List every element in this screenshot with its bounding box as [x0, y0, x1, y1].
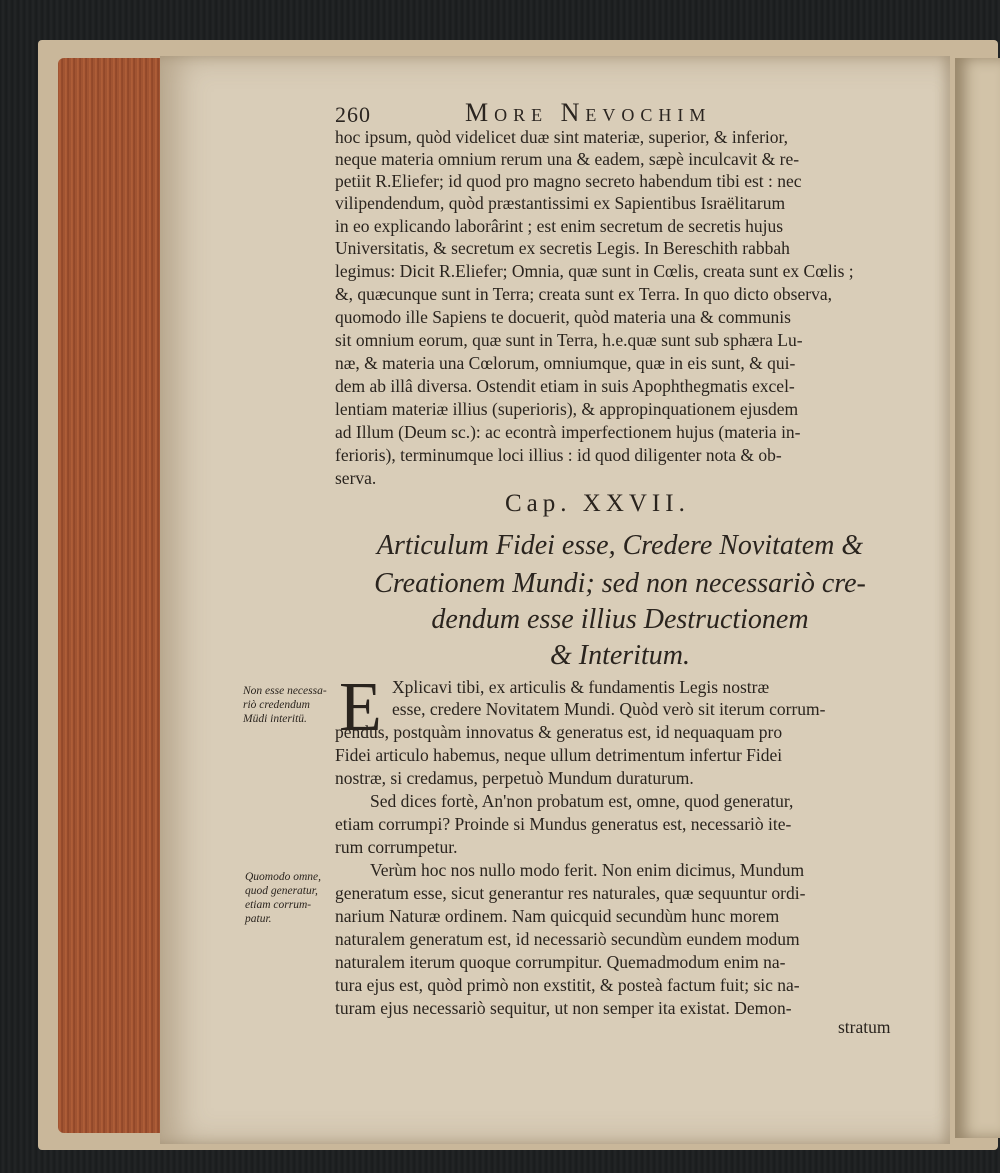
catchword: stratum — [838, 1017, 891, 1037]
margin-note — [243, 684, 338, 726]
body-line: tura ejus est, quòd primò non exstitit, & posteà factum fuit; sic na- — [335, 975, 800, 995]
chapter-title-line: Creationem Mundi; sed non necessariò cre- — [374, 568, 866, 599]
body-line: naturalem iterum quoque corrumpitur. Quemadmodum enim na- — [335, 952, 786, 972]
body-line: vilipendendum, quòd præstantissimi ex Sapientibus Israëlitarum — [335, 193, 786, 213]
chapter-title-line: & Interitum. — [550, 640, 690, 671]
page-header — [335, 98, 855, 128]
chapter-heading: Cap. XXVII. — [505, 490, 690, 517]
margin-note-line: riò credendum — [243, 699, 310, 711]
body-line: Universitatis, & secretum ex secretis Legis. In Bereschith rabbah — [335, 238, 790, 258]
body-line: legimus: Dicit R.Eliefer; Omnia, quæ sunt in Cœlis, creata sunt ex Cœlis ; — [335, 261, 854, 281]
body-line: Verùm hoc nos nullo modo ferit. Non enim dicimus, Mundum — [370, 860, 805, 880]
body-line: etiam corrumpi? Proinde si Mundus generatus est, necessariò ite- — [335, 814, 792, 834]
body-line: generatum esse, sicut generantur res naturales, quæ sequuntur ordi- — [335, 883, 806, 903]
body-line: pendus, postquàm innovatus & generatus est, id nequaquam pro — [335, 722, 783, 742]
body-line: ad Illum (Deum sc.): ac econtrà imperfectionem hujus (materia in- — [335, 422, 801, 442]
margin-note-line: Non esse necessa- — [243, 685, 327, 697]
margin-note-line: patur. — [245, 913, 272, 925]
body-line: dem ab illâ diversa. Ostendit etiam in suis Apophthegmatis excel- — [335, 376, 795, 396]
margin-note-line: Müdi interitü. — [243, 713, 307, 725]
body-line: neque materia omnium rerum una & eadem, sæpè inculcavit & re- — [335, 149, 800, 169]
page-number: 260 — [335, 102, 371, 127]
margin-note — [245, 870, 340, 926]
running-title: More Nevochim — [465, 98, 712, 127]
body-line: sit omnium eorum, quæ sunt in Terra, h.e.quæ sunt sub sphæra Lu- — [335, 330, 803, 350]
body-line: &, quæcunque sunt in Terra; creata sunt ex Terra. In quo dicto observa, — [335, 284, 832, 304]
body-line: narium Naturæ ordinem. Nam quicquid secundùm hunc morem — [335, 906, 780, 926]
chapter-title-line: Articulum Fidei esse, Credere Novitatem & — [376, 530, 864, 561]
body-line: nostræ, si credamus, perpetuò Mundum duraturum. — [335, 768, 694, 788]
body-line: naturalem generatum est, id necessariò secundùm eundem modum — [335, 929, 800, 949]
body-line: petiit R.Eliefer; id quod pro magno secreto habendum tibi est : nec — [335, 171, 802, 191]
body-line: turam ejus necessariò sequitur, ut non semper ita existat. Demon- — [335, 998, 792, 1018]
body-line: in eo explicando laborârint ; est enim secretum de secretis hujus — [335, 216, 784, 236]
margin-note-line: etiam corrum- — [245, 899, 312, 911]
facing-page-edge — [955, 58, 1000, 1138]
body-line: ferioris), terminumque loci illius : id quod diligenter nota & ob- — [335, 445, 782, 465]
drop-cap: E — [339, 669, 382, 746]
body-line: Sed dices fortè, An'non probatum est, omne, quod generatur, — [370, 791, 794, 811]
body-line: hoc ipsum, quòd videlicet duæ sint materiæ, superior, & inferior, — [335, 127, 789, 147]
body-line: quomodo ille Sapiens te docuerit, quòd materia una & communis — [335, 307, 791, 327]
body-line: Xplicavi tibi, ex articulis & fundamentis Legis nostræ — [392, 677, 770, 697]
body-line: Fidei articulo habemus, neque ullum detrimentum infertur Fidei — [335, 745, 783, 765]
body-line: lentiam materiæ illius (superioris), & appropinquationem ejusdem — [335, 399, 799, 419]
margin-note-line: Quomodo omne, — [245, 871, 322, 883]
chapter-title-line: dendum esse illius Destructionem — [431, 604, 809, 635]
margin-note-line: quod generatur, — [245, 885, 318, 897]
body-line: serva. — [335, 468, 377, 488]
body-line: næ, & materia una Cœlorum, omniumque, quæ in eis sunt, & qui- — [335, 353, 796, 373]
body-line: rum corrumpetur. — [335, 837, 458, 857]
body-line: esse, credere Novitatem Mundi. Quòd verò sit iterum corrum- — [392, 699, 826, 719]
